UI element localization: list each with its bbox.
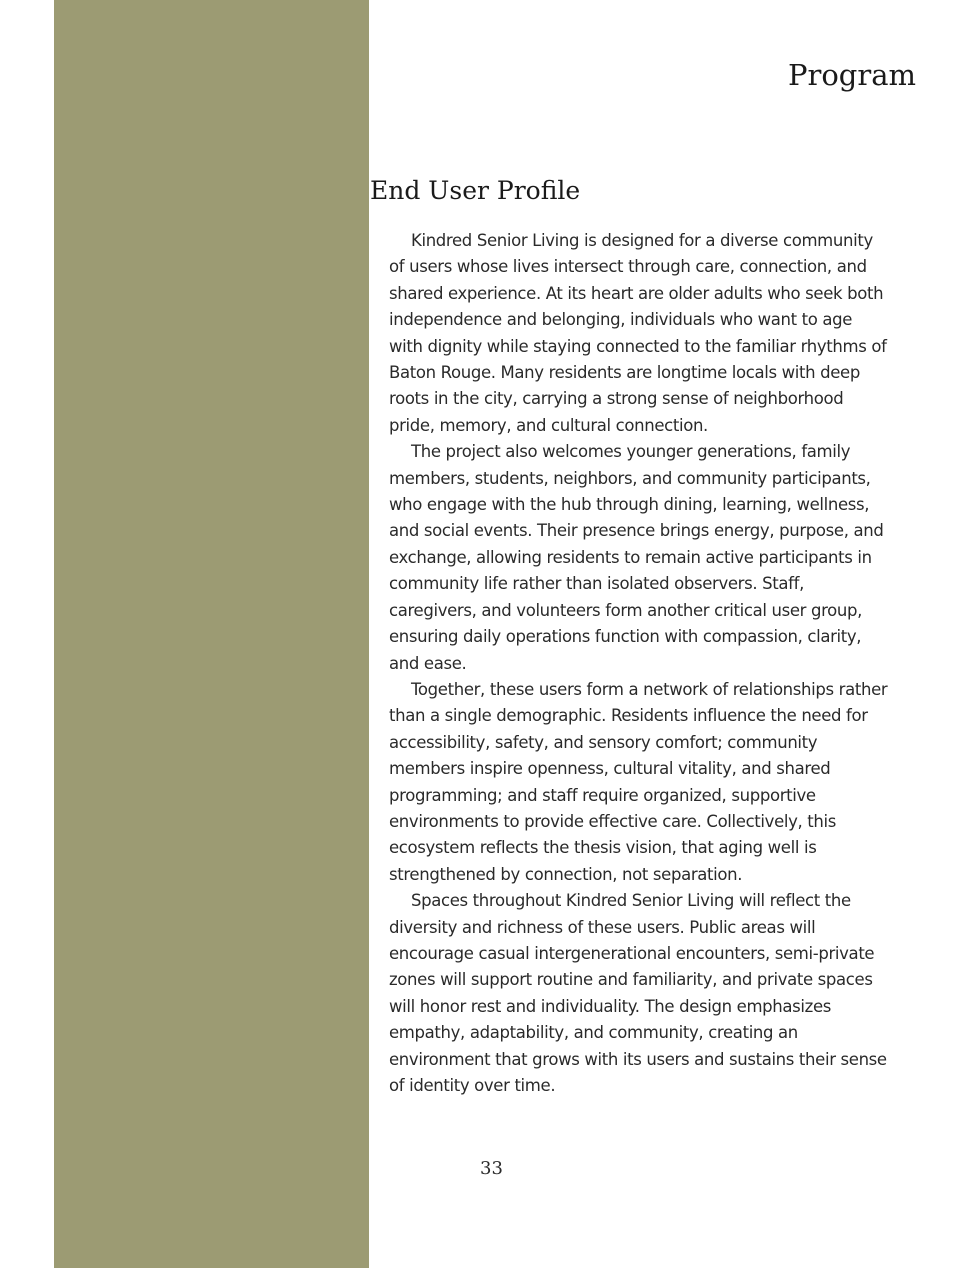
page-heading: End User Profile: [370, 176, 581, 205]
paragraph-3: Together, these users form a network of relationships rather than a single demographic. Residents influence the need for accessibility, safety, and sensory comfort; community members inspire openness, cultural vitality, and shared programming; and staff require organized, supportive environments to provide effective care. Collectively, this ecosystem reflects the thesis vision, that aging well is strengthened by connection, not separation.: [389, 679, 888, 884]
body-text: [389, 228, 889, 1099]
paragraph-2: The project also welcomes younger generations, family members, students, neighbors, and community participants, who engage with the hub through dining, learning, wellness, and social events. Their presence brings energy, purpose, and exchange, allowing residents to remain active participants in community life rather than isolated observers. Staff, caregivers, and volunteers form another critical user group, ensuring daily operations function with compassion, clarity, and ease.: [389, 442, 884, 673]
paragraph-1: Kindred Senior Living is designed for a diverse community of users whose lives intersect through care, connection, and shared experience. At its heart are older adults who seek both independence and belonging, individuals who want to age with dignity while staying connected to the familiar rhythms of Baton Rouge. Many residents are longtime locals with deep roots in the city, carrying a strong sense of neighborhood pride, memory, and cultural connection.: [389, 231, 887, 435]
page-number: 33: [480, 1158, 503, 1179]
paragraph-4: Spaces throughout Kindred Senior Living will reflect the diversity and richness of these users. Public areas will encourage casual intergenerational encounters, semi-private zones will support routine and familiarity, and private spaces will honor rest and individuality. The design emphasizes empathy, adaptability, and community, creating an environment that grows with its users and sustains their sense of identity over time.: [389, 891, 887, 1095]
decorative-side-band: [54, 0, 369, 1268]
section-header: Program: [787, 58, 916, 92]
